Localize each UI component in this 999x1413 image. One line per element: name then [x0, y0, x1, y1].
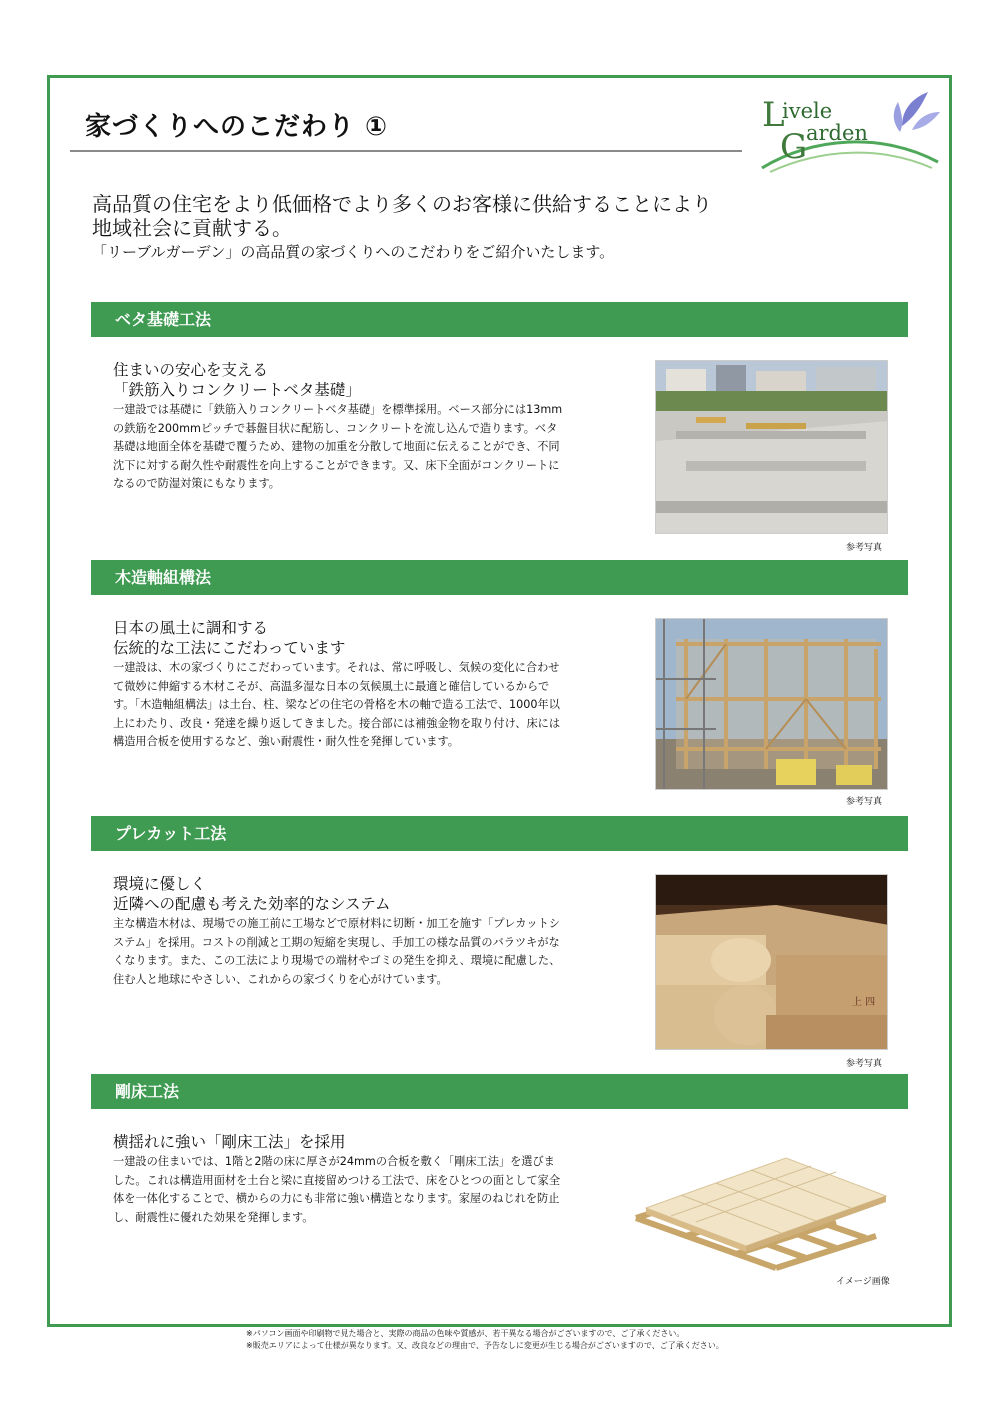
section-body: 一建設の住まいでは、1階と2階の床に厚さが24mmの合板を敷く「剛床工法」を選びました。これは構造用面材を土台と梁に直接留めつける工法で、床をひとつの面として家全体を一体化することで、横からの力にも非常に強い構造となります。家屋のねじれを防止し、耐震性に優れた効果を発揮します。: [113, 1155, 561, 1224]
section-heading: 横揺れに強い「剛床工法」を採用: [113, 1133, 346, 1151]
logo-initial-l: L: [762, 95, 785, 135]
section-text-wooden-frame: [113, 618, 563, 752]
section-bar-rigid-floor: 剛床工法: [91, 1074, 908, 1109]
svg-text:上 四: 上 四: [852, 997, 876, 1008]
section-heading: 近隣への配慮も考えた効率的なシステム: [113, 895, 391, 913]
section-heading: 環境に優しく: [113, 875, 207, 893]
footnote-line: ※パソコン画面や印刷物で見た場合と、実際の商品の色味や質感が、若干異なる場合がございますので、ご了承ください。: [246, 1329, 685, 1338]
image-caption: イメージ画像: [836, 1277, 890, 1287]
section-body: 一建設は、木の家づくりにこだわっています。それは、常に呼吸し、気候の変化に合わせて微妙に伸縮する木材こそが、高温多湿な日本の気候風土に最適と確信しているからです。「木造軸組構法」は土台、柱、梁などの住宅の骨格を木の軸で造る工法で、1000年以上にわたり、改良・発達を繰り返してきました。接合部には補強金物を取り付け、床には構造用合板を使用するなど、強い耐震性・耐久性を発揮しています。: [113, 661, 561, 748]
photo-caption: 参考写真: [846, 797, 883, 807]
photo-caption: 参考写真: [846, 1059, 883, 1069]
livele-garden-logo: [752, 82, 944, 177]
section-bar-precut: プレカット工法: [91, 816, 908, 851]
intro-lead-line2: 地域社会に貢献する。: [92, 216, 292, 240]
section-bar-beta-foundation: ベタ基礎工法: [91, 302, 908, 337]
section-heading: 日本の風土に調和する: [113, 619, 269, 637]
rigid-floor-diagram: [626, 1138, 896, 1278]
footnote-line: ※販売エリアによって仕様が異なります。又、改良などの理由で、予告なしに変更が生じる場合がございますので、ご了承ください。: [246, 1341, 724, 1350]
intro-lead-line1: 高品質の住宅をより低価格でより多くのお客様に供給することにより: [92, 192, 712, 216]
section-text-beta-foundation: [113, 360, 563, 494]
intro-block: [92, 192, 892, 262]
section-heading: 「鉄筋入りコンクリートベタ基礎」: [113, 381, 361, 399]
page-title: 家づくりへのこだわり ①: [85, 112, 389, 142]
logo-initial-g: G: [780, 127, 808, 167]
logo-word-arden: arden: [806, 121, 868, 145]
precut-lumber-photo: [655, 874, 888, 1050]
foundation-photo: [655, 360, 888, 534]
section-body: 一建設では基礎に「鉄筋入りコンクリートベタ基礎」を標準採用。ベース部分には13mmの鉄筋を200mmピッチで碁盤目状に配筋し、コンクリートを流し込んで造ります。ベタ基礎は地面全体を基礎で覆うため、建物の加重を分散して地面に伝えることができ、不同沈下に対する耐久性や耐震性を向上することができます。又、床下全面がコンクリートになるので防湿対策にもなります。: [113, 403, 563, 490]
logo-word-ivele: ivele: [782, 99, 833, 123]
section-bar-wooden-frame: 木造軸組構法: [91, 560, 908, 595]
section-text-rigid-floor: [113, 1132, 563, 1227]
intro-subline: 「リーブルガーデン」の高品質の家づくりへのこだわりをご紹介いたします。: [92, 243, 615, 261]
section-body: 主な構造木材は、現場での施工前に工場などで原材料に切断・加工を施す「プレカットシステム」を採用。コストの削減と工期の短縮を実現し、手加工の様な品質のバラツキがなくなります。また、この工法により現場での端材やゴミの発生を抑え、環境に配慮した、住む人と地球にやさしい、これからの家づくりを心がけています。: [113, 917, 561, 986]
wooden-frame-photo: [655, 618, 888, 790]
footnotes: [246, 1328, 724, 1352]
photo-caption: 参考写真: [846, 543, 883, 553]
section-heading: 伝統的な工法にこだわっています: [113, 639, 346, 657]
section-text-precut: [113, 874, 563, 989]
section-heading: 住まいの安心を支える: [113, 361, 269, 379]
title-rule: [70, 150, 742, 152]
